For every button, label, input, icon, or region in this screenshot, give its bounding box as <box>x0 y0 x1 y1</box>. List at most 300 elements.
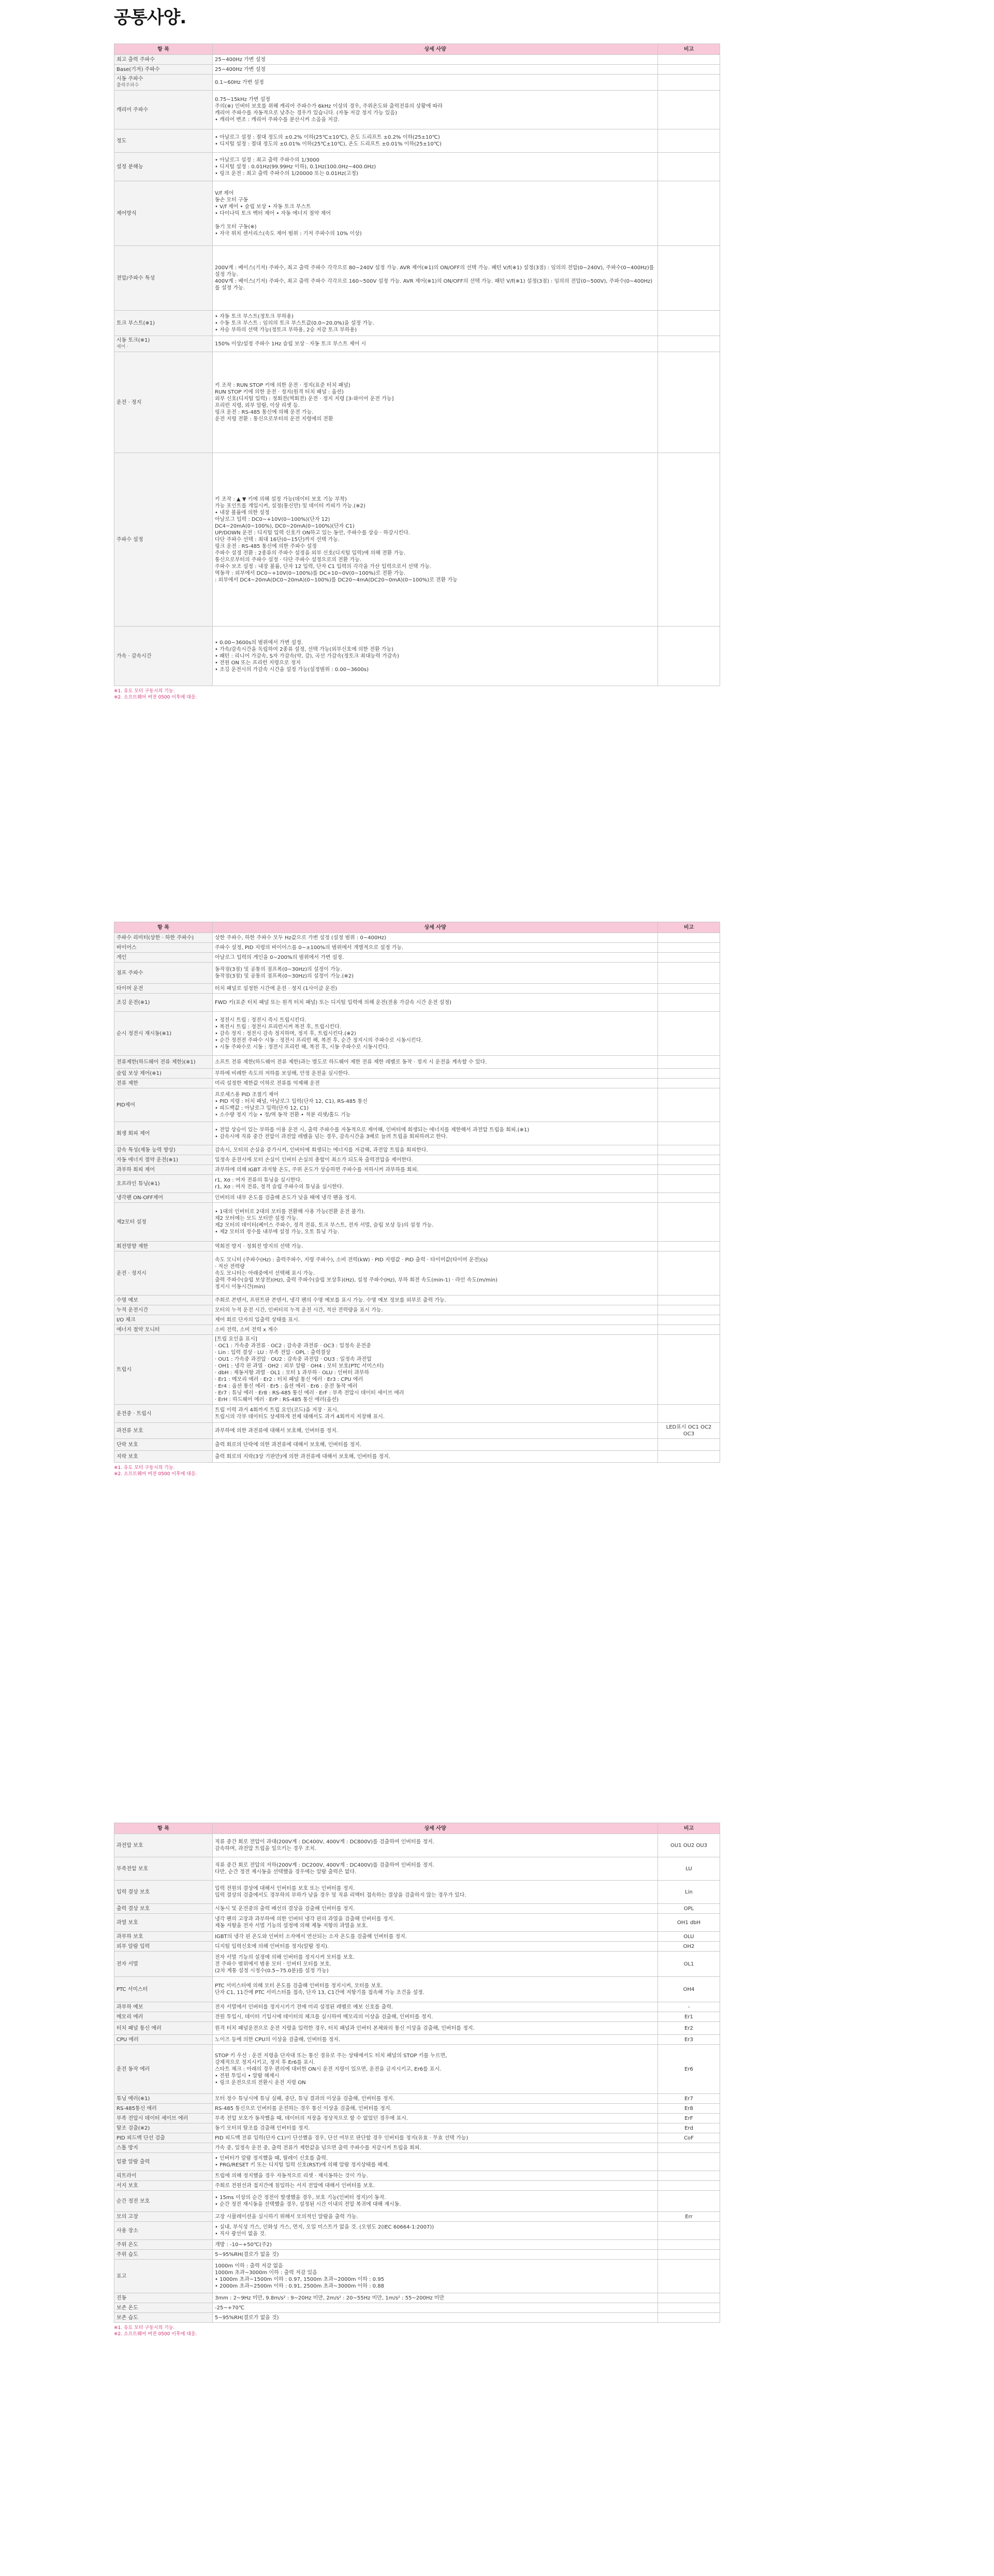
row-content: 직류 중간 회로 전압의 저하(200V계 : DC200V, 400V계 : DC400V)를 검출하여 인버터를 정지. 다만, 순간 정전 재시동을 선택했을 경우에는 알람 출력은 없다. <box>213 1857 658 1881</box>
row-note: LED표시 OC1 OC2 OC3 <box>658 1423 720 1439</box>
row-content: 출력 회로의 단락에 의한 과전류에 대해서 보호해, 인버터를 정지. <box>213 1439 658 1451</box>
row-note: - <box>658 2002 720 2012</box>
row-item: I/O 체크 <box>114 1315 213 1325</box>
table-row <box>114 2143 720 2153</box>
row-item: CPU 에러 <box>114 2035 213 2045</box>
row-note <box>658 1439 720 1451</box>
row-content: • 자동 토크 부스트(정토크 부하용) • 수동 토크 부스트 : 임의의 토크 부스트값(0.0~20.0%)을 설정 가능. • 자승 부하의 선택 가능(정토크 부하용, 2승 저감 토크 부하용) <box>213 311 658 336</box>
table-row <box>114 2313 720 2323</box>
row-item: 과열 보호 <box>114 1914 213 1932</box>
row-content: STOP 키 우선 : 운전 지령을 단자대 또는 통신 경유로 주는 상태에서도 터치 패널의 STOP 키를 누르면, 강제적으로 정지시키고, 정지 후 Er6를 표시. 스타트 체크 : 아래의 경우 편의에 대비한 ON시 운전 지령이 있으면, 운전을 금지시키고, Er6를 표시. • 전원 투입시 • 알람 해제시 • 링크 운전으로의 전환시 운전 지령 ON <box>213 2045 658 2094</box>
row-item: 게인 <box>114 953 213 963</box>
row-note <box>658 1175 720 1193</box>
row-content: PTC 서미스터에 의해 모터 온도를 검출해 인버터를 정지시켜, 모터를 보호. 단자 C1, 11간에 PTC 서미스터를 접속, 단자 13, C1간에 저항기를 접속해 가능 조건을 설정. <box>213 1977 658 2002</box>
row-note <box>658 1335 720 1405</box>
row-item: RS-485통신 에러 <box>114 2104 213 2114</box>
footnote: ※1. 유도 모터 구동시의 기능. <box>114 689 175 694</box>
table-row <box>114 1088 720 1122</box>
row-note <box>658 129 720 153</box>
row-item: 감속 특성(제동 능력 향상) <box>114 1145 213 1155</box>
row-note: Er8 <box>658 2104 720 2114</box>
row-note <box>658 1069 720 1079</box>
row-item: 시동 주파수 출력주파수 <box>114 75 213 91</box>
row-note <box>658 65 720 75</box>
table-row <box>114 1296 720 1305</box>
row-note <box>658 2293 720 2303</box>
row-item: 운전 · 정지 <box>114 352 213 453</box>
row-item: 트립시 <box>114 1335 213 1405</box>
row-content: • 정전시 트립 : 정전시 즉시 트립시킨다. • 복전시 트립 : 정전시 프리런시켜 복전 후, 트립시킨다. • 감속 정지 : 정전시 감속 정지하며, 정지 후, 트립시킨다.(※2) • 순간 정전전 주파수 시동 : 정전시 프리런 해, 복전 후, 순간 정지시의 주파수로 시동시킨다. • 시동 주파수로 시동 : 정전시 프리런 해, 복전 후, 시동 주파수로 시동시킨다. <box>213 1012 658 1056</box>
row-item: 자동 에너지 절약 운전(※1) <box>114 1155 213 1165</box>
row-content: PID 피드백 전류 입력(단자 C1)이 단선했을 경우, 단선 여부로 판단할 경우 인버터를 정지(유효 · 무효 선택 가능) <box>213 2133 658 2143</box>
row-item: PID 피드백 단선 검출 <box>114 2133 213 2143</box>
row-note: CoF <box>658 2133 720 2143</box>
table-row <box>114 1952 720 1977</box>
row-note <box>658 984 720 994</box>
table-row <box>114 2260 720 2293</box>
row-item: 제어방식 <box>114 181 213 246</box>
row-content: FWD 키(표준 터치 패널 또는 원격 터치 패널) 또는 디지털 입력에 의해 운전(전용 가감속 시간 운전 설정) <box>213 994 658 1012</box>
row-note: Err <box>658 2212 720 2222</box>
row-content: 트립 이력 과거 4회까지 트립 요인(코드)을 저장 · 표시. 트립시의 각부 데이터도 상세하게 전체 대해서도 과거 4회까지 저장해 표시. <box>213 1405 658 1423</box>
row-note <box>658 336 720 352</box>
table-row <box>114 1451 720 1463</box>
column-header: 항 목 <box>114 44 213 55</box>
row-item: 과전류 보호 <box>114 1423 213 1439</box>
table-row <box>114 1914 720 1932</box>
row-note <box>658 1325 720 1335</box>
row-group-label: 제어 · <box>116 344 129 350</box>
row-item: 타이머 운전 <box>114 984 213 994</box>
row-note <box>658 2153 720 2171</box>
row-content: 0.75~15kHz 가변 설정 주의(※) 인버터 보호를 위해 캐리어 주파수가 6kHz 이상의 경우, 주위온도와 출력전류의 상황에 따라 캐리어 주파수를 자동적으로 낮추는 경우가 있습니다. (자동 저감 정지 가능 있음) • 캐리어 변조 : 캐리어 주파수를 분산시켜 소음을 저감. <box>213 91 658 129</box>
table-row <box>114 246 720 311</box>
table-row <box>114 352 720 453</box>
row-note: OH4 <box>658 1977 720 2002</box>
table-row <box>114 2022 720 2035</box>
footnotes-2 <box>114 1465 197 1477</box>
row-item: 단락 보호 <box>114 1439 213 1451</box>
row-content: 25~400Hz 가변 설정 <box>213 55 658 65</box>
row-note <box>658 2191 720 2212</box>
table-row <box>114 1335 720 1405</box>
table-row <box>114 1122 720 1145</box>
row-item: 설정 분해능 <box>114 153 213 181</box>
row-item: Base(기저) 주파수 <box>114 65 213 75</box>
table-row <box>114 2212 720 2222</box>
row-content: 키 조작 : RUN STOP 키에 의한 운전 · 정지(표준 터치 패널) RUN STOP 키에 의한 운전 · 정지(원격 터치 패널 : 옵션) 외부 신호(디지털 입력) : 정회전(역회전) 운전 · 정지 지령 [3-와이어 운전 가능] 프리런 지령, 외부 알람, 이상 리셋 등. 링크 운전 : RS-485 통신에 의해 운전 가능. 운전 지령 전환 : 통신으로부터의 운전 지령에의 전환 <box>213 352 658 453</box>
row-note <box>658 1155 720 1165</box>
table-row <box>114 2104 720 2114</box>
row-content: 프로세스용 PID 조절기 제어 • PID 지령 : 터치 패널, 아날로그 입력(단자 12, C1), RS-485 통신 • 피드백값 : 아날로그 입력(단자 12, C1) • 소수량 정지 기능 • 정/역 동작 전환 • 적분 리셋/홀드 기능 <box>213 1088 658 1122</box>
row-note <box>658 1122 720 1145</box>
table-row <box>114 1325 720 1335</box>
row-item: 주파수 리미터(상한 · 하한 주파수) <box>114 933 213 943</box>
row-content: • 아날로그 설정 : 절대 정도의 ±0.2% 이하(25℃±10℃), 온도 드리프트 ±0.2% 이하(25±10℃) • 디지털 설정 : 절대 정도의 ±0.01% 이하(25℃±10℃), 온도 드리프트 ±0.01% 이하(25±10℃) <box>213 129 658 153</box>
row-note <box>658 953 720 963</box>
table-row <box>114 2133 720 2143</box>
table-row <box>114 2171 720 2181</box>
row-item: 바이어스 <box>114 943 213 953</box>
row-note <box>658 1056 720 1069</box>
row-item: 냉각팬 ON-OFF제어 <box>114 1193 213 1203</box>
row-item: 부족전압 보호 <box>114 1857 213 1881</box>
table-row <box>114 1251 720 1296</box>
row-content: 동작점(3점) 및 공통의 점프폭(0~30Hz)의 설정이 가능. 동작점(3점) 및 공통의 점프폭(0~30Hz)의 설정이 가능.(※2) <box>213 963 658 984</box>
row-note <box>658 1145 720 1155</box>
row-content: 0.1~60Hz 가변 설정 <box>213 75 658 91</box>
column-header: 상세 사양 <box>213 44 658 55</box>
row-note <box>658 2260 720 2293</box>
row-item: 오프라인 튜닝(※1) <box>114 1175 213 1193</box>
row-item: 과전압 보호 <box>114 1834 213 1857</box>
row-note <box>658 963 720 984</box>
row-content: 전자 서멀 기능의 설정에 의해 인버터를 정지시켜 모터를 보호. 전 주파수 범위에서 범용 모터 · 인버터 모터를 보호. (2차 계통 설정 시정수(0.5~75.0분)를 설정 가능) <box>213 1952 658 1977</box>
row-group-label: 출력주파수 <box>116 83 139 88</box>
row-note <box>658 91 720 129</box>
table-row <box>114 2303 720 2313</box>
column-header: 상세 사양 <box>213 1823 658 1834</box>
row-content: V/f 제어 동손 모터 구동 • V/f 제어 • 슬립 보상 • 자동 토크 부스트 • 다이나믹 토크 벡터 제어 • 자동 에너지 절약 제어 동기 모터 구동(※) • 자극 위치 센서리스(속도 제어 범위 : 기저 주파수의 10% 이상) <box>213 181 658 246</box>
table-row <box>114 2094 720 2104</box>
row-content: 전자 서멀에서 인버터를 정지시키기 전에 미리 설정된 레벨로 예보 신호를 출력. <box>213 2002 658 2012</box>
row-content: r1, Xσ : 여자 전류의 튜닝을 실시한다. r1, Xσ : 여자 전류, 정격 슬립 주파수의 튜닝을 실시한다. <box>213 1175 658 1193</box>
row-content: 속도 모니터 (주파수(Hz) : 출력주파수, 지령 주파수), 소비 전력(kW) · PID 지령값 · PID 출력 · 타이머값(타이머 운전)(s) · 적산 전력량 속도 모니터는 아래중에서 선택해 표시 가능. 출력 주파수(슬립 보상전)(Hz), 출력 주파수(슬립 보상후)(Hz), 설정 주파수(Hz), 부하 회전 속도(min-1) · 라인 속도(m/min) 정지시 이동시간(min) <box>213 1251 658 1296</box>
table-row <box>114 1175 720 1193</box>
row-note <box>658 627 720 686</box>
row-note: OPL <box>658 1904 720 1914</box>
row-note <box>658 943 720 953</box>
row-item: 전압/주파수 특성 <box>114 246 213 311</box>
table-row <box>114 1165 720 1175</box>
table-row <box>114 181 720 246</box>
table-row <box>114 933 720 943</box>
row-item: 누적 운전시간 <box>114 1305 213 1315</box>
row-note: Lin <box>658 1881 720 1904</box>
footnote: ※2. 소프트웨어 버전 0500 이후에 대응. <box>114 695 197 700</box>
spec-table-2 <box>114 922 720 1463</box>
table-row <box>114 984 720 994</box>
row-item: 조깅 운전(※1) <box>114 994 213 1012</box>
row-item: 터치 패널 통신 에러 <box>114 2022 213 2035</box>
table-row <box>114 2123 720 2133</box>
row-content: 노이즈 등에 의한 CPU의 이상을 검출해, 인버터를 정지. <box>213 2035 658 2045</box>
row-note: Er1 <box>658 2012 720 2022</box>
table-row <box>114 2293 720 2303</box>
row-item: 과부하 예보 <box>114 2002 213 2012</box>
row-content: 키 조작 : ▲ ▼ 키에 의해 설정 가능(데이터 보호 기능 부착) 가능 포인트를 개입시켜, 설정(통신만) 및 데이터 카피가 가능.(※2) • 내장 볼륨에 의한 설정 아날로그 입력 : DC0~+10V(0~100%)(단자 12) DC4~20mA(0~100%), DC0~20mA(0~100%)(단자 C1) UP/DOWN 운전 : 디지털 입력 신호가 ON하고 있는 동안, 주파수를 상승 · 하강시킨다. 다단 주파수 선택 : 최대 16단(0~15단)까지 선택 가능. 링크 운전 : RS-485 통신에 의한 주파수 설정 주파수 설정 전환 : 2종류의 주파수 설정을 외부 신호(디지털 입력)에 의해 전환 가능. 통신으로부터의 주파수 설정 · 다단 주파수 설정으로의 전환 가능. 주파수 보조 설정 : 내장 볼륨, 단자 12 입력, 단자 C1 입력의 각각을 가산 입력으로서 선택 가능. 역동작 : 외부에서 DC0~+10V(0~100%)를 DC+10~0V(0~100%)로 전환 가능. : 외부에서 DC4~20mA(DC0~20mA)(0~100%)를 DC20~4mA(DC20~0mA)(0~100%)로 전환 가능 <box>213 453 658 627</box>
row-note <box>658 1405 720 1423</box>
row-content: IGBT의 냉각 핀 온도와 인버터 소자에서 연산되는 소자 온도를 검출해 인버터를 정지. <box>213 1932 658 1942</box>
row-note <box>658 2171 720 2181</box>
table-row <box>114 311 720 336</box>
row-content: 전원 투입시, 데이터 기입시에 데이터의 체크를 실시하여 메모리의 이상을 검출해, 인버터를 정지. <box>213 2012 658 2022</box>
row-item: 최고 출력 주파수 <box>114 55 213 65</box>
row-note <box>658 1242 720 1251</box>
row-content: 과부하에 의해 IGBT 과저항 온도, 주위 온도가 상승하면 주파수를 저하시켜 과부하를 회피. <box>213 1165 658 1175</box>
row-content: • 1대의 인버터로 2대의 모터를 전환해 사용 가능(전환 운전 불가). 제2 모터에는 모드 모터만 설정 가능. 제2 모터의 데이터(베이스 주파수, 정격 전류, 토크 부스트, 전자 서멀, 슬립 보상 등)의 설정 가능. • 제2 모터의 정수를 내부에 설정 가능, 오토 튜닝 가능. <box>213 1203 658 1242</box>
row-content: 소비 전력, 소비 전력 x 계수 <box>213 1325 658 1335</box>
row-content: 주파수 설정, PID 지령의 바이어스를 0~±100%의 범위에서 개별적으로 설정 가능. <box>213 943 658 953</box>
row-content: 주회로 전원선과 접지간에 침입하는 서지 전압에 대해서 인버터를 보호. <box>213 2181 658 2191</box>
row-item: 리트라이 <box>114 2171 213 2181</box>
row-content: 부하에 비례한 속도의 저하를 보상해, 안정 운전을 실시한다. <box>213 1069 658 1079</box>
row-content: 제어 회로 단자의 입출력 상태를 표시. <box>213 1315 658 1325</box>
row-item: 운전중 · 트립시 <box>114 1405 213 1423</box>
table-row <box>114 994 720 1012</box>
table-row <box>114 1423 720 1439</box>
row-content: 시동시 및 운전중의 출력 배선의 결상을 검출해 인버터를 정지. <box>213 1904 658 1914</box>
row-item: 캐리어 주파수 <box>114 91 213 129</box>
table-row <box>114 627 720 686</box>
row-content: 감속시, 모터의 손실을 증가시켜, 인버터에 회생되는 에너지를 저감해, 과전압 트립을 회피한다. <box>213 1145 658 1155</box>
row-item: 에너지 절약 모니터 <box>114 1325 213 1335</box>
row-note <box>658 2303 720 2313</box>
row-note: Er6 <box>658 2045 720 2094</box>
row-content: 200V계 : 베이스(기저) 주파수, 최고 출력 주파수 각각으로 80~240V 설정 가능. AVR 제어(※1)의 ON/OFF의 선택 가능. 패턴 V/f(※1) 설정(3점) : 임의의 전압(0~240V), 주파수(0~400Hz)를 설정 가능. 400V계 : 베이스(기저) 주파수, 최고 출력 주파수 각각으로 160~500V 설정 가능. AVR 제어(※1)의 ON/OFF의 선택 가능. 패턴 V/f(※1) 설정(3점) : 임의의 전압(0~500V), 주파수(0~400Hz)를 설정 가능. <box>213 246 658 311</box>
row-content: • 15ms 이상의 순간 정전이 발생했을 경우, 보호 기능(인버터 정지)이 동작. • 순간 정전 재시동을 선택했을 경우, 설정된 시간 이내의 전압 복귀에 대해 재시동. <box>213 2191 658 2212</box>
row-item: 입력 결상 보호 <box>114 1881 213 1904</box>
table-row <box>114 2240 720 2250</box>
table-row <box>114 2035 720 2045</box>
table-row <box>114 1305 720 1315</box>
table-row <box>114 943 720 953</box>
row-content: RS-485 통신으로 인버터를 운전하는 경우 통신 이상을 검출해, 인버터를 정지. <box>213 2104 658 2114</box>
row-item: 운전 · 정지시 <box>114 1251 213 1296</box>
row-content: 과부하에 의한 과전류에 대해서 보호해, 인버터를 정지. <box>213 1423 658 1439</box>
row-item: 사용 장소 <box>114 2222 213 2240</box>
table-row <box>114 1834 720 1857</box>
row-item: 모의 고장 <box>114 2212 213 2222</box>
table-row <box>114 2181 720 2191</box>
row-content: • 인버터가 알람 정지했을 때, 릴레이 신호를 출력. • PRG/RESET 키 또는 디지털 입력 신호(RST)에 의해 알람 정지상태를 해제. <box>213 2153 658 2171</box>
row-content: 트립에 의해 정지했을 경우 자동적으로 리셋 · 재시동하는 것이 가능. <box>213 2171 658 2181</box>
table-row <box>114 1012 720 1056</box>
row-item: 보존 온도 <box>114 2303 213 2313</box>
row-note <box>658 2313 720 2323</box>
row-content: 소프트 전류 제한(하드웨어 전류 제한)과는 별도로 하드웨어 제한 전류 제한 레벨로 동작 · 정지 시 운전을 계속할 수 있다. <box>213 1056 658 1069</box>
footnote: ※2. 소프트웨어 버전 0500 이후에 대응. <box>114 2332 197 2337</box>
row-item: 부족 전압시 데이터 세이브 에러 <box>114 2114 213 2123</box>
row-note <box>658 2222 720 2240</box>
row-content: 원격 터치 패널운전으로 운전 지령을 입력한 경우, 터치 패널과 인버터 본체와의 통신 이상을 검출해, 인버터를 정지. <box>213 2022 658 2035</box>
table-row <box>114 1203 720 1242</box>
row-content: 미리 설정한 제한값 이하로 전류를 억제해 운전 <box>213 1079 658 1088</box>
row-item: 회전방향 제한 <box>114 1242 213 1251</box>
row-item: 주파수 설정 <box>114 453 213 627</box>
row-note <box>658 246 720 311</box>
row-item: 회생 회피 제어 <box>114 1122 213 1145</box>
table-row <box>114 1932 720 1942</box>
row-item: 점프 주파수 <box>114 963 213 984</box>
table-row <box>114 2045 720 2094</box>
row-item: 일괄 알람 출력 <box>114 2153 213 2171</box>
table-row <box>114 2153 720 2171</box>
spec-table-1 <box>114 43 720 686</box>
column-header: 비고 <box>658 1823 720 1834</box>
row-note <box>658 311 720 336</box>
row-content: 25~400Hz 가변 설정 <box>213 65 658 75</box>
row-content: 주회로 콘덴서, 프린트판 콘덴서, 냉각 팬의 수명 예보를 표시 가능. 수명 예보 정보를 외부로 출력 가능. <box>213 1296 658 1305</box>
row-note <box>658 75 720 91</box>
footnote: ※2. 소프트웨어 버전 0500 이후에 대응. <box>114 1472 197 1477</box>
row-note <box>658 2240 720 2250</box>
row-item: 운전 동작 에러 <box>114 2045 213 2094</box>
row-item: 과부하 회피 제어 <box>114 1165 213 1175</box>
page-heading: 공통사양. <box>114 7 186 28</box>
row-content: 출력 회로의 지락(3상 기판만)에 의한 과전류에 대해서 보호해, 인버터를 정지. <box>213 1451 658 1463</box>
row-content: 입력 전원의 결상에 대해서 인버터를 보호 또는 인버터를 정지. 입력 결상의 검출에서도 경부하의 부하가 낮을 경우 및 직류 리액터 접속하는 결상을 검출하지 않는 경우가 있다. <box>213 1881 658 1904</box>
row-content: 고장 시뮬레이션을 실시하기 위해서 모의적인 알람을 출력 가능. <box>213 2212 658 2222</box>
row-note: OL1 <box>658 1952 720 1977</box>
column-header: 비고 <box>658 922 720 933</box>
row-content: 모터의 누적 운전 시간, 인버터의 누적 운전 시간, 적산 전력량을 표시 가능. <box>213 1305 658 1315</box>
table-row <box>114 2250 720 2260</box>
row-item: 외부 알람 입력 <box>114 1942 213 1952</box>
row-item: 가속 · 감속시간 <box>114 627 213 686</box>
row-content: 부족 전압 보호가 동작했을 때, 데이터의 저장을 정상적으로 할 수 없었던 경우에 표시. <box>213 2114 658 2123</box>
row-content: 가속 중, 일정속 운전 중, 출력 전류가 제한값을 넘으면 출력 주파수를 저감시켜 트립을 회피. <box>213 2143 658 2153</box>
row-item: 수명 예보 <box>114 1296 213 1305</box>
row-item: 순시 정전시 재시동(※1) <box>114 1012 213 1056</box>
row-content: -25~+70℃ <box>213 2303 658 2313</box>
row-note: Erd <box>658 2123 720 2133</box>
row-content: 동기 모터의 탈조를 검출해 인버터를 정지. <box>213 2123 658 2133</box>
row-content: 5~95%RH(결로가 없을 것) <box>213 2250 658 2260</box>
table-row <box>114 2191 720 2212</box>
column-header: 비고 <box>658 44 720 55</box>
row-item: 슬립 보상 제어(※1) <box>114 1069 213 1079</box>
row-note <box>658 1203 720 1242</box>
row-note: OLU <box>658 1932 720 1942</box>
row-note <box>658 2181 720 2191</box>
row-content: • 실내, 부식성 가스, 인화성 가스, 먼지, 오일 미스트가 없을 것. (오염도 2(IEC 60664-1:2007)) • 직사 광선이 없을 것. <box>213 2222 658 2240</box>
column-header: 항 목 <box>114 1823 213 1834</box>
footnotes-1 <box>114 688 197 701</box>
table-row <box>114 1069 720 1079</box>
row-item: 전류 제한 <box>114 1079 213 1088</box>
table-row <box>114 2222 720 2240</box>
row-note <box>658 933 720 943</box>
footnote: ※1. 유도 모터 구동시의 기능. <box>114 1465 175 1471</box>
table-row <box>114 1439 720 1451</box>
row-content: 디지털 입력신호에 의해 인버터를 정지(알람 정지). <box>213 1942 658 1952</box>
table-row <box>114 1145 720 1155</box>
table-row <box>114 129 720 153</box>
row-content: 터치 패널로 설정한 시간에 운전 · 정지 (1사이클 운전) <box>213 984 658 994</box>
row-note: Er2 <box>658 2022 720 2035</box>
table-row <box>114 1056 720 1069</box>
row-note <box>658 2143 720 2153</box>
row-note <box>658 1315 720 1325</box>
row-item: 스톨 방지 <box>114 2143 213 2153</box>
row-note <box>658 352 720 453</box>
row-item: 메모리 에러 <box>114 2012 213 2022</box>
row-content: • 아날로그 설정 : 최고 출력 주파수의 1/3000 • 디지털 설정 : 0.01Hz(99.99Hz 이하), 0.1Hz(100.0Hz~400.0Hz) • 링크 운전 : 최고 출력 주파수의 1/20000 또는 0.01Hz(고정) <box>213 153 658 181</box>
row-item: 과부하 보호 <box>114 1932 213 1942</box>
row-note: ErF <box>658 2114 720 2123</box>
row-item: 시동 토크(※1) 제어 · <box>114 336 213 352</box>
row-content: 개방 : -10~+50℃(주2) <box>213 2240 658 2250</box>
table-row <box>114 65 720 75</box>
row-item: 제2모터 설정 <box>114 1203 213 1242</box>
row-content: 일정속 운전시에 모터 손실이 인버터 손실의 총합이 최소가 되도록 출력전압을 제어한다. <box>213 1155 658 1165</box>
row-content: [트립 요인을 표시] · OC1 : 가속중 과전류 · OC2 : 감속중 과전류 · OC3 : 일정속 운전중 · Lin : 입력 결상 · LU : 부족 전압 · OPL : 출력결상 · OU1 : 가속중 과전압 · OU2 : 감속중 과전압 · OU3 : 일정속 과전압 · OH1 : 냉각 핀 과열 · OH2 : 외부 알람 · OH4 : 모터 보호(PTC 서미스터) · dbH : 제동저항 과열 · OL1 : 모터 1 과부하 · OLU : 인버터 과부하 · Er1 : 메모리 에러 · Er2 : 터치 패널 통신 에러 · Er3 : CPU 에러 · Er4 : 옵션 통신 에러 · Er5 : 옵션 에러 · Er6 : 운전 동작 에러 · Er7 : 튜닝 에러 · Er8 : RS-485 통신 에러 · ErF : 부족 전압시 데이터 세이브 에러 · ErH : 하드웨어 에러 · ErP : RS-485 통신 에러(옵션) <box>213 1335 658 1405</box>
row-note <box>658 453 720 627</box>
row-content: 역회전 방지 · 정회전 방지의 선택 가능. <box>213 1242 658 1251</box>
row-note <box>658 1296 720 1305</box>
row-note <box>658 1165 720 1175</box>
row-note: LU <box>658 1857 720 1881</box>
table-row <box>114 1977 720 2002</box>
row-content: 1000m 이하 : 출력 저감 없음 1000m 초과~3000m 이하 : 출력 저감 있음 • 1000m 초과~1500m 이하 : 0.97, 1500m 초과~2000m 이하 : 0.95 • 2000m 초과~2500m 이하 : 0.91, 2500m 초과~3000m 이하 : 0.88 <box>213 2260 658 2293</box>
table-row <box>114 953 720 963</box>
row-note <box>658 153 720 181</box>
row-note <box>658 1012 720 1056</box>
row-note <box>658 1251 720 1296</box>
row-item: 토크 부스트(※1) <box>114 311 213 336</box>
row-item: 정도 <box>114 129 213 153</box>
row-item: 전류제한(하드웨어 전류 제한)(※1) <box>114 1056 213 1069</box>
row-item: 지락 보호 <box>114 1451 213 1463</box>
table-row <box>114 2002 720 2012</box>
row-item: 전자 서멀 <box>114 1952 213 1977</box>
table-row <box>114 1155 720 1165</box>
row-item: 진동 <box>114 2293 213 2303</box>
row-content: 3mm : 2~9Hz 미만, 9.8m/s² : 9~20Hz 미만, 2m/s² : 20~55Hz 미만, 1m/s² : 55~200Hz 미만 <box>213 2293 658 2303</box>
row-item: 주위 온도 <box>114 2240 213 2250</box>
row-content: 상한 주파수, 하한 주파수 모두 Hz값으로 가변 설정 (설정 범위 : 0~400Hz) <box>213 933 658 943</box>
table-row <box>114 1193 720 1203</box>
footnotes-3 <box>114 2325 197 2337</box>
table-row <box>114 1405 720 1423</box>
row-note <box>658 1079 720 1088</box>
table-row <box>114 1881 720 1904</box>
table-row <box>114 453 720 627</box>
row-content: • 전압 상승이 있는 부하를 이용 운전 시, 출력 주파수를 자동적으로 제어해, 인버터에 회생되는 에너지를 제한해서 과전압 트립을 회피.(※1) • 감속시에 직류 중간 전압이 과전압 레벨을 넘는 경우, 감속시간을 3배로 늘려 트립을 회피하려고 한다. <box>213 1122 658 1145</box>
table-row <box>114 91 720 129</box>
table-row <box>114 1079 720 1088</box>
table-row <box>114 1942 720 1952</box>
table-row <box>114 1857 720 1881</box>
row-note <box>658 1193 720 1203</box>
row-note: OU1 OU2 OU3 <box>658 1834 720 1857</box>
row-item: 서지 보호 <box>114 2181 213 2191</box>
row-note <box>658 2250 720 2260</box>
table-row <box>114 336 720 352</box>
row-item: 순간 정전 보호 <box>114 2191 213 2212</box>
row-item: 튜닝 에러(※1) <box>114 2094 213 2104</box>
table-row <box>114 75 720 91</box>
column-header: 상세 사양 <box>213 922 658 933</box>
row-note <box>658 181 720 246</box>
row-item: PTC 서미스터 <box>114 1977 213 2002</box>
table-row <box>114 1315 720 1325</box>
row-note <box>658 1451 720 1463</box>
table-row <box>114 2114 720 2123</box>
row-note: OH1 dbH <box>658 1914 720 1932</box>
table-row <box>114 1904 720 1914</box>
row-content: • 0.00~3600s의 범위에서 가변 설정. • 가속/감속시간을 독립하여 2종류 설정, 선택 가능(외부신호에 의한 전환 가능) • 패턴 : 리니어 가감속, S자 가감속(약, 강), 곡선 가감속(정토크 최대능력 가감속) • 전원 ON 또는 프리런 지령으로 정지 • 조깅 운전시의 가감속 시간을 설정 가능(설정범위 : 0.00~3600s) <box>213 627 658 686</box>
row-note <box>658 994 720 1012</box>
row-note <box>658 55 720 65</box>
table-row <box>114 1242 720 1251</box>
row-item: 탈조 검출(※2) <box>114 2123 213 2133</box>
footnote: ※1. 유도 모터 구동시의 기능. <box>114 2325 175 2331</box>
row-note: OH2 <box>658 1942 720 1952</box>
row-content: 냉각 팬의 고장과 과부하에 의한 인버터 냉각 핀의 과열을 검출해 인버터를 정지. 제동 저항을 전자 서멀 기능의 설정에 의해 제동 저항의 과열을 보호. <box>213 1914 658 1932</box>
table-row <box>114 55 720 65</box>
